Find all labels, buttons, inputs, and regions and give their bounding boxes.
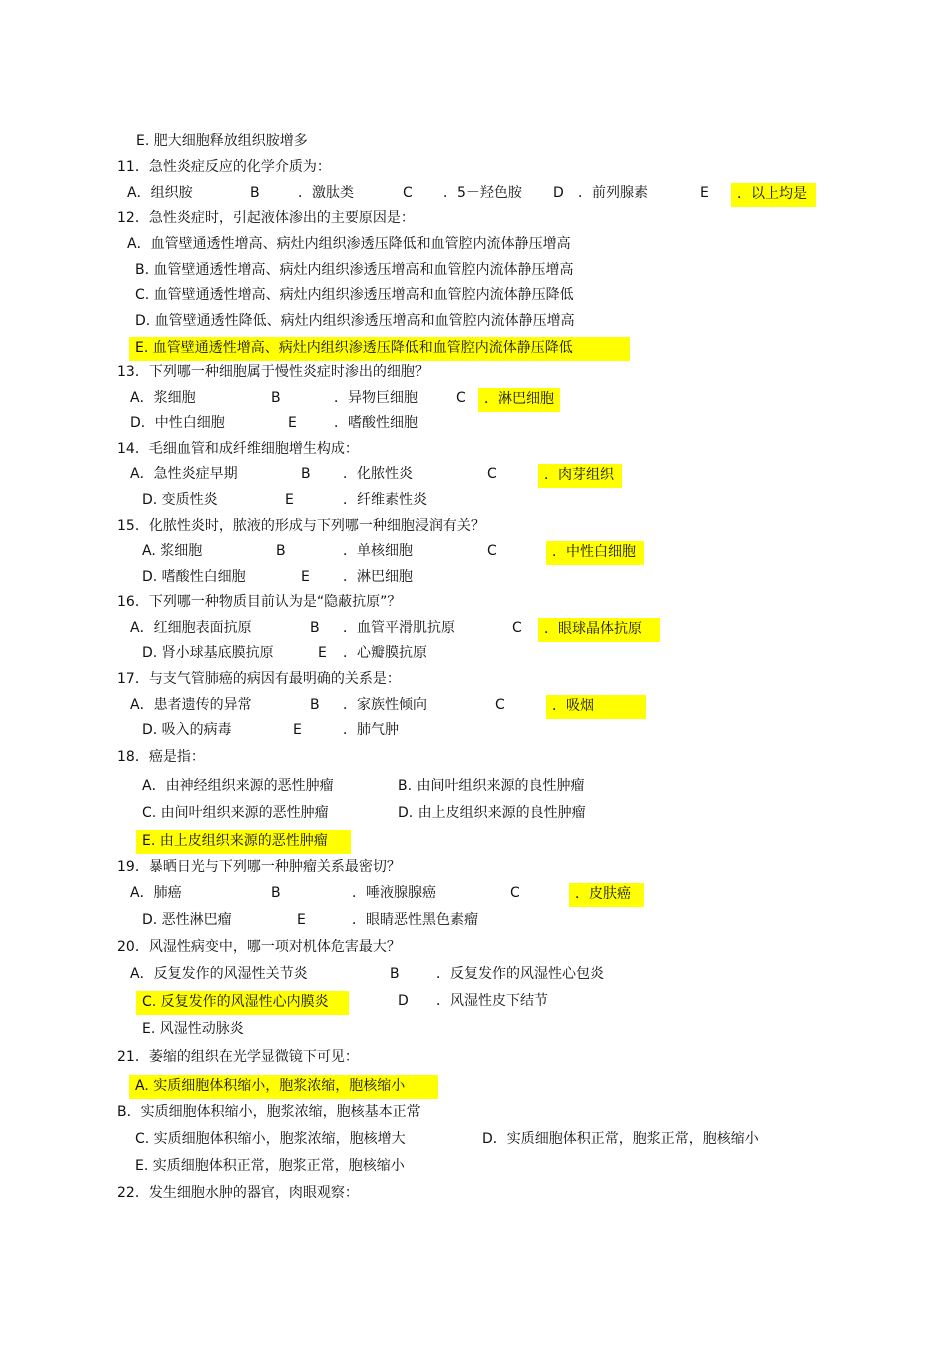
option-a-q15: A. 浆细胞 [142, 543, 203, 559]
option-c-letter-q11: C [403, 185, 413, 201]
question-16: 16．下列哪一种物质目前认为是“隐蔽抗原”？ [117, 594, 402, 610]
option-e-letter-q17: E [293, 722, 302, 738]
question-15: 15．化脓性炎时，脓液的形成与下列哪一种细胞浸润有关？ [117, 518, 485, 534]
option-a-q13: A．浆细胞 [130, 390, 196, 406]
answer-highlight-q13: ．淋巴细胞 [478, 388, 560, 412]
option-d-q16: D. 肾小球基底膜抗原 [142, 645, 274, 661]
option-b-text-q19: ．唾液腺腺癌 [352, 885, 436, 901]
answer-highlight-q14: ．肉芽组织 [538, 464, 622, 488]
option-b-letter-q13: B [271, 390, 281, 406]
option-b-letter-q19: B [271, 885, 281, 901]
option-d-letter-q20: D [398, 993, 409, 1009]
option-b-letter-q20: B [390, 966, 400, 982]
option-a-q18: A．由神经组织来源的恶性肿瘤 [142, 778, 334, 794]
option-c-letter-q17: C [495, 697, 505, 713]
question-20: 20．风湿性病变中，哪一项对机体危害最大？ [117, 939, 401, 955]
option-a-q14: A．急性炎症早期 [130, 466, 238, 482]
option-a-q16: A．红细胞表面抗原 [130, 620, 252, 636]
question-14: 14．毛细血管和成纤维细胞增生构成： [117, 441, 359, 457]
question-21: 21．萎缩的组织在光学显微镜下可见： [117, 1049, 359, 1065]
answer-highlight-q16: ．眼球晶体抗原 [538, 618, 660, 642]
option-b-text-q20: ．反复发作的风湿性心包炎 [436, 966, 604, 982]
option-c-letter-q13: C [456, 390, 466, 406]
question-17: 17．与支气管肺癌的病因有最明确的关系是： [117, 671, 401, 687]
option-e-q21: E. 实质细胞体积正常，胞浆正常，胞核缩小 [135, 1158, 405, 1174]
option-d-q15: D. 嗜酸性白细胞 [142, 569, 246, 585]
option-e-text-q13: ．嗜酸性细胞 [334, 415, 418, 431]
option-d-q12: D. 血管壁通透性降低、病灶内组织渗透压增高和血管腔内流体静压增高 [135, 313, 575, 329]
option-e-text-q15: ．淋巴细胞 [343, 569, 413, 585]
answer-highlight-q17: ．吸烟 [546, 695, 646, 719]
option-d-q14: D. 变质性炎 [142, 492, 218, 508]
option-b-letter-q11: B [250, 185, 260, 201]
option-e-text-q16: ．心瓣膜抗原 [343, 645, 427, 661]
option-d-q21: D．实质细胞体积正常，胞浆正常，胞核缩小 [482, 1131, 759, 1147]
option-b-text-q15: ．单核细胞 [343, 543, 413, 559]
option-b-text-q17: ．家族性倾向 [343, 697, 427, 713]
option-a-q12: A．血管壁通透性增高、病灶内组织渗透压降低和血管腔内流体静压增高 [127, 236, 571, 252]
option-b-text-q11: ．激肽类 [298, 185, 354, 201]
option-c-letter-q19: C [510, 885, 520, 901]
option-c-text-q11: ．5－羟色胺 [443, 185, 522, 201]
question-22: 22．发生细胞水肿的器官，肉眼观察： [117, 1185, 359, 1201]
answer-highlight-q18: E. 由上皮组织来源的恶性肿瘤 [136, 830, 351, 854]
option-e-letter-q16: E [318, 645, 327, 661]
option-e-letter-q15: E [301, 569, 310, 585]
option-e-q20: E. 风湿性动脉炎 [142, 1021, 244, 1037]
option-c-letter-q14: C [487, 466, 497, 482]
option-e-letter-q19: E [297, 912, 306, 928]
option-b-q21: B．实质细胞体积缩小，胞浆浓缩，胞核基本正常 [117, 1104, 421, 1120]
answer-highlight-q19: ．皮肤癌 [569, 883, 644, 907]
option-c-letter-q15: C [487, 543, 497, 559]
option-d-letter-q11: D [553, 185, 564, 201]
question-12: 12．急性炎症时，引起液体渗出的主要原因是： [117, 210, 415, 226]
option-c-q18: C. 由间叶组织来源的恶性肿瘤 [142, 805, 329, 821]
option-b-text-q13: ．异物巨细胞 [334, 390, 418, 406]
option-a-q19: A．肺癌 [130, 885, 182, 901]
option-e-text-q17: ．肺气肿 [343, 722, 399, 738]
answer-highlight-q15: ．中性白细胞 [546, 541, 644, 565]
option-e-letter-q14: E [285, 492, 294, 508]
option-b-q12: B. 血管壁通透性增高、病灶内组织渗透压增高和血管腔内流体静压增高 [135, 262, 574, 278]
question-13: 13．下列哪一种细胞属于慢性炎症时渗出的细胞？ [117, 364, 429, 380]
option-d-q13: D．中性白细胞 [130, 415, 225, 431]
option-d-text-q20: ．风湿性皮下结节 [436, 993, 548, 1009]
option-a-q11: A．组织胺 [127, 185, 193, 201]
answer-highlight-q12: E. 血管壁通透性增高、病灶内组织渗透压降低和血管腔内流体静压降低 [129, 337, 630, 361]
option-e-q10: E. 肥大细胞释放组织胺增多 [136, 133, 308, 149]
option-d-q19: D. 恶性淋巴瘤 [142, 912, 232, 928]
option-a-q17: A．患者遗传的异常 [130, 697, 252, 713]
answer-highlight-q20: C. 反复发作的风湿性心内膜炎 [136, 991, 349, 1015]
option-a-q20: A．反复发作的风湿性关节炎 [130, 966, 308, 982]
option-d-q18: D. 由上皮组织来源的良性肿瘤 [398, 805, 586, 821]
question-19: 19．暴晒日光与下列哪一种肿瘤关系最密切？ [117, 859, 401, 875]
option-d-q17: D. 吸入的病毒 [142, 722, 232, 738]
question-11: 11．急性炎症反应的化学介质为： [117, 159, 331, 175]
option-e-text-q14: ．纤维素性炎 [343, 492, 427, 508]
question-18: 18．癌是指： [117, 749, 205, 765]
option-b-letter-q15: B [276, 543, 286, 559]
option-c-q12: C. 血管壁通透性增高、病灶内组织渗透压增高和血管腔内流体静压降低 [135, 287, 574, 303]
answer-highlight-q21: A. 实质细胞体积缩小，胞浆浓缩，胞核缩小 [129, 1075, 438, 1099]
option-b-letter-q16: B [310, 620, 320, 636]
option-b-text-q16: ．血管平滑肌抗原 [343, 620, 455, 636]
option-e-letter-q13: E [288, 415, 297, 431]
option-b-letter-q14: B [301, 466, 311, 482]
option-e-text-q19: ．眼睛恶性黑色素瘤 [352, 912, 478, 928]
option-e-letter-q11: E [700, 185, 709, 201]
option-c-letter-q16: C [512, 620, 522, 636]
option-b-letter-q17: B [310, 697, 320, 713]
option-b-q18: B. 由间叶组织来源的良性肿瘤 [398, 778, 585, 794]
option-b-text-q14: ．化脓性炎 [343, 466, 413, 482]
option-c-q21: C. 实质细胞体积缩小，胞浆浓缩，胞核增大 [135, 1131, 406, 1147]
option-d-text-q11: ．前列腺素 [578, 185, 648, 201]
answer-highlight-q11: ．以上均是 [731, 183, 816, 207]
